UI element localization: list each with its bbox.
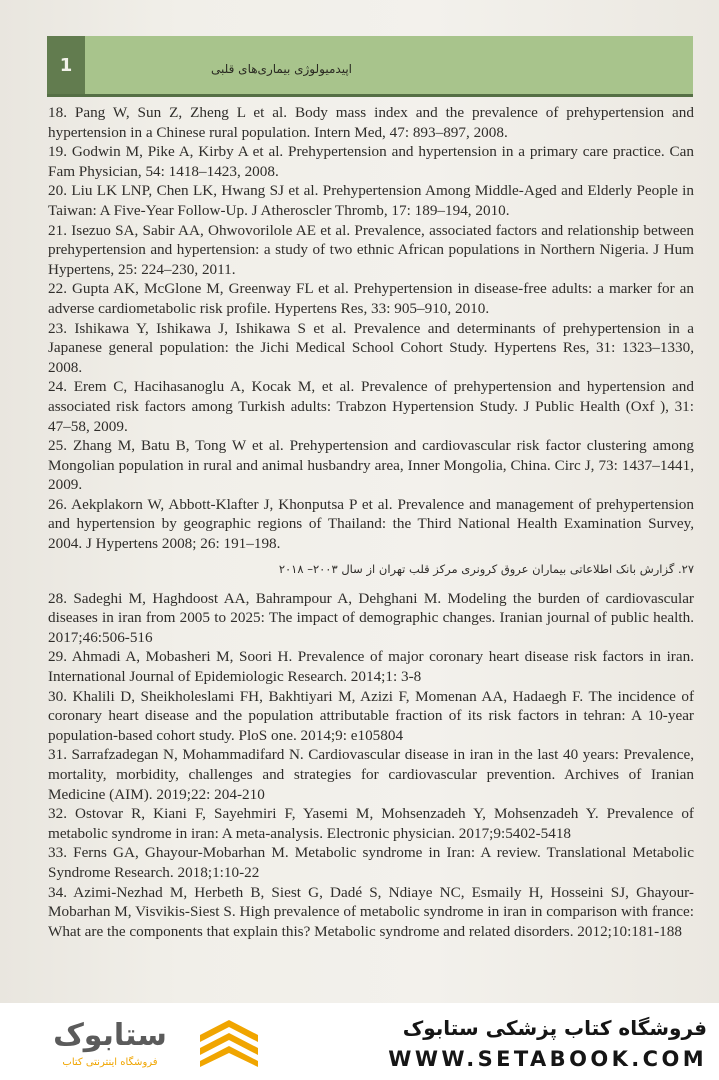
- setabook-logo-text: ستابوک: [53, 1018, 167, 1053]
- reference-item: 33. Ferns GA, Ghayour-Mobarhan M. Metabolic syndrome in Iran: A review. Translational Metabolic Syndrome Research. 2018;1:10-22: [48, 844, 694, 881]
- reference-item: 24. Erem C, Hacihasanoglu A, Kocak M, et al. Prevalence of prehypertension and hypertension and associated risk factors among Turkish adults: Trabzon Hypertension Study. J Public Health (Oxf ), 31: 47–58, 2009.: [48, 378, 694, 435]
- reference-item: 30. Khalili D, Sheikholeslami FH, Bakhtiyari M, Azizi F, Momenan AA, Hadaegh F. The incidence of coronary heart disease and the population attributable fraction of its risk factors in tehran: A 10-year population-based cohort study. PloS one. 2014;9: e105804: [48, 687, 694, 744]
- reference-item: 22. Gupta AK, McGlone M, Greenway FL et al. Prehypertension in disease-free adults: a marker for an adverse cardiometabolic risk profile. Hypertens Res, 33: 905–910, 2010.: [48, 280, 694, 317]
- reference-item: 25. Zhang M, Batu B, Tong W et al. Prehypertension and cardiovascular risk factor clustering among Mongolian population in rural and animal husbandry area, Inner Mongolia, China. Circ J, 73: 1437–1441, 2009.: [48, 437, 694, 494]
- reference-item-persian: ۲۷. گزارش بانک اطلاعاتی بیماران عروق کرونری مرکز قلب تهران از سال ۲۰۰۳– ۲۰۱۸: [278, 561, 694, 576]
- reference-item: 26. Aekplakorn W, Abbott-Klafter J, Khonputsa P et al. Prevalence and management of prehypertension and hypertension by geographic regions of Thailand: the Third National Health Examination Survey, 2004. J Hypertens 2008; 26: 191–198.: [48, 495, 694, 553]
- reference-item: 28. Sadeghi M, Haghdoost AA, Bahrampour A, Dehghani M. Modeling the burden of cardiovascular diseases in iran from 2005 to 2025: The impact of demographic changes. Iranian journal of public health. 2017;46:506-516: [48, 589, 694, 646]
- reference-list: [48, 103, 694, 941]
- store-url-link[interactable]: WWW.SETABOOK.COM: [388, 1047, 707, 1071]
- reference-item: 32. Ostovar R, Kiani F, Sayehmiri F, Yasemi M, Mohsenzadeh Y, Mohsenzadeh Y. Prevalence of metabolic syndrome in iran: A meta-analysis. Electronic physician. 2017;9:5402-5418: [48, 805, 694, 842]
- reference-item: 23. Ishikawa Y, Ishikawa J, Ishikawa S et al. Prevalence and determinants of prehypertension in a Japanese general population: the Jichi Medical School Cohort Study. Hypertens Res, 31: 1323–1330, 2008.: [48, 319, 694, 376]
- chapter-number: 1: [47, 36, 85, 94]
- reference-item: 21. Isezuo SA, Sabir AA, Ohwovorilole AE et al. Prevalence, associated factors and relationship between prehypertension and hypertension: a study of two ethnic African populations in Northern Nigeria. J Hum Hypertens, 25: 224–230, 2011.: [48, 221, 694, 278]
- reference-item: 19. Godwin M, Pike A, Kirby A et al. Prehypertension and hypertension in a primary care practice. Can Fam Physician, 54: 1418–1423, 2008.: [48, 143, 694, 180]
- reference-item: 29. Ahmadi A, Mobasheri M, Soori H. Prevalence of major coronary heart disease risk factors in iran. International Journal of Epidemiologic Research. 2014;1: 3-8: [48, 648, 694, 686]
- chapter-title: اپیدمیولوژی بیماری‌های قلبی: [211, 62, 352, 76]
- reference-item: 34. Azimi-Nezhad M, Herbeth B, Siest G, Dadé S, Ndiaye NC, Esmaily H, Hosseini SJ, Ghayour-Mobarhan M, Visvikis-Siest S. High prevalence of metabolic syndrome in iran in comparison with france: What are the components that explain this? Metabolic syndrome and related disorders. 2012;10:181-188: [48, 883, 694, 940]
- reference-item: 18. Pang W, Sun Z, Zheng L et al. Body mass index and the prevalence of prehypertension and hypertension in a Chinese rural population. Intern Med, 47: 893–897, 2008.: [48, 104, 694, 141]
- reference-item: 31. Sarrafzadegan N, Mohammadifard N. Cardiovascular disease in iran in the last 40 years: Prevalence, mortality, morbidity, challenges and strategies for cardiovascular prevention. Archives of Iranian Medicine (AIM). 2019;22: 204-210: [48, 746, 694, 803]
- setabook-logo-icon: [198, 1017, 260, 1067]
- store-name: فروشگاه کتاب پزشکی ستابوک: [402, 1016, 707, 1040]
- reference-item: 20. Liu LK LNP, Chen LK, Hwang SJ et al. Prehypertension Among Middle-Aged and Elderly People in Taiwan: A Five-Year Follow-Up. J Atheroscler Thromb, 17: 189–194, 2010.: [48, 182, 694, 219]
- setabook-logo-subtitle: فروشگاه اینترنتی کتاب: [62, 1057, 158, 1068]
